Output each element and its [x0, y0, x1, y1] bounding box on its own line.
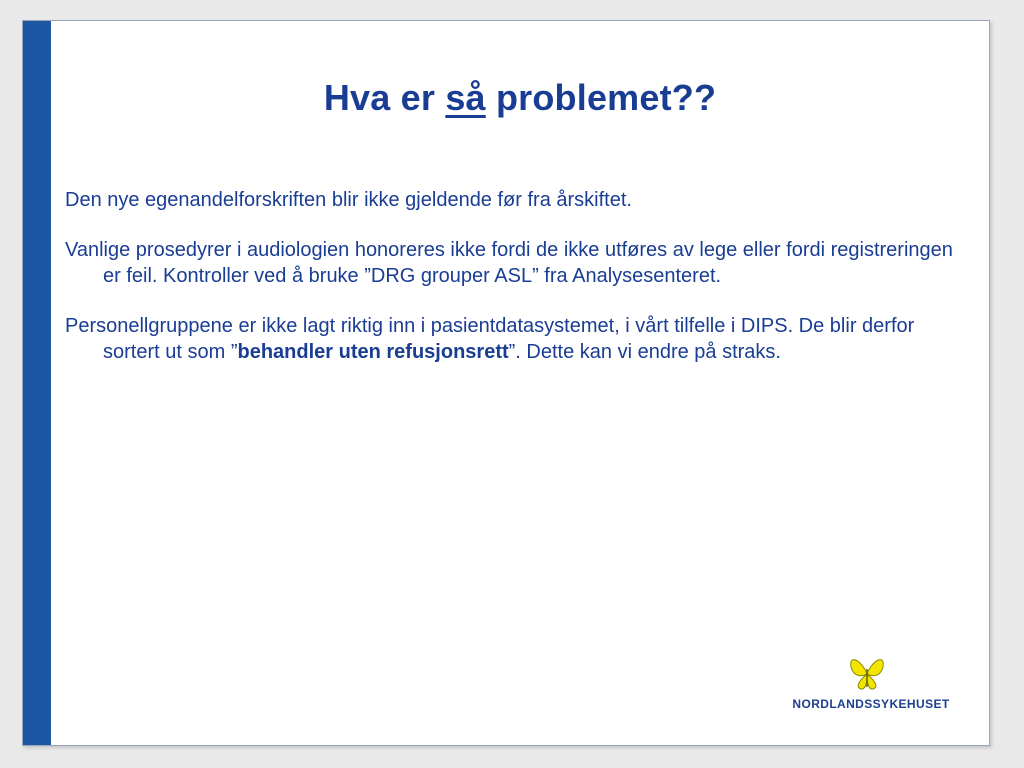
title-suffix: problemet??	[485, 77, 717, 118]
paragraph-3-after: ”. Dette kan vi endre på straks.	[508, 341, 781, 363]
paragraph-3-bold: behandler uten refusjonsrett	[237, 341, 509, 363]
paragraph-1: Den nye egenandelforskriften blir ikke gjeldende før fra årskiftet.	[65, 189, 632, 211]
logo-text: NORDLANDSSYKEHUSET	[792, 697, 950, 711]
left-accent-bar	[23, 21, 51, 745]
title-prefix: Hva er	[323, 77, 446, 118]
nordlandssykehuset-logo	[781, 653, 961, 715]
butterfly-icon	[843, 653, 891, 693]
slide-title	[51, 77, 989, 119]
paragraph-3-before: Personellgruppene er ikke lagt riktig inn i pasientdatasystemet, i vårt tilfelle i DIPS. De blir derfor sortert ut som ”	[65, 315, 915, 363]
title-emphasis: så	[445, 77, 486, 118]
paragraph-2: Vanlige prosedyrer i audiologien honoreres ikke fordi de ikke utføres av lege eller fordi registreringen er feil. Kontroller ved å bruke ”DRG grouper ASL” fra Analysesenteret.	[65, 239, 953, 287]
slide	[22, 20, 990, 746]
paragraph-3	[65, 313, 965, 365]
slide-body	[65, 187, 965, 389]
